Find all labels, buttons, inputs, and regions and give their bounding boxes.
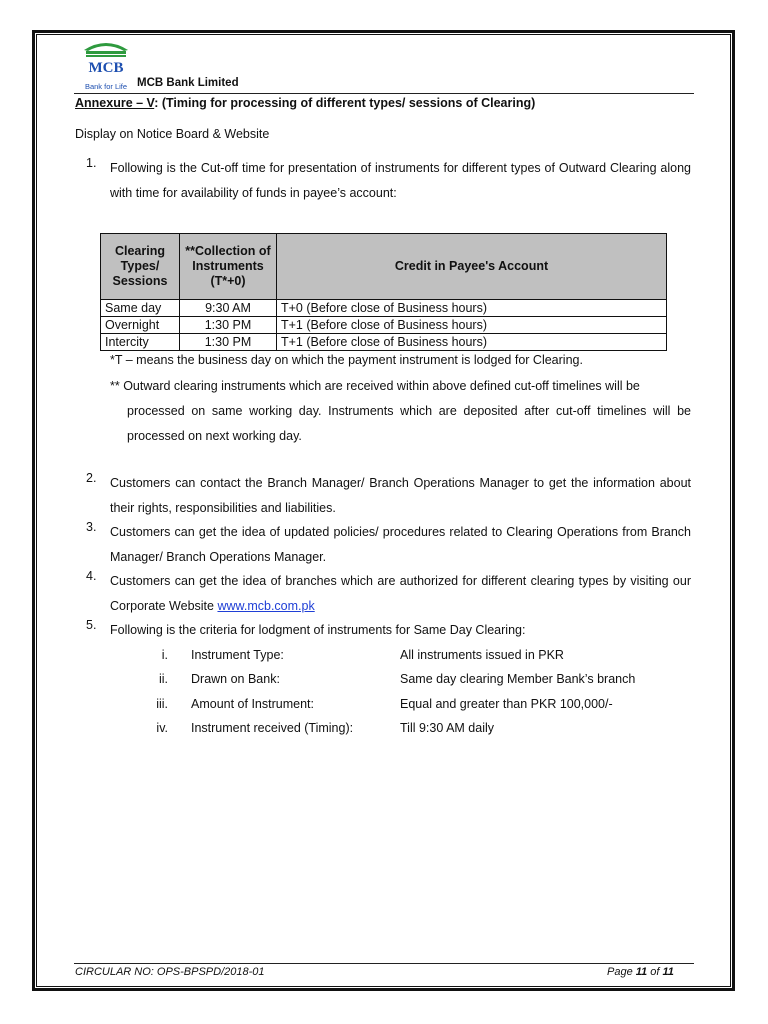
item-1-number: 1. [86, 156, 97, 170]
page-total: 11 [662, 966, 674, 978]
table-header-cell: Clearing Types/ Sessions [101, 234, 180, 300]
page-of: of [647, 966, 663, 978]
table-cell: Overnight [101, 317, 180, 334]
item-5-text: Following is the criteria for lodgment of instruments for Same Day Clearing: [110, 623, 526, 637]
criteria-numeral: iv. [156, 721, 168, 735]
item-4-text: Customers can get the idea of branches which are authorized for different clearing types by visiting our Corporate Website [110, 574, 691, 613]
item-3-text: Customers can get the idea of updated policies/ procedures related to Clearing Operations from Branch Manager/ Branch Operations Manager. [110, 525, 691, 564]
item-3-number: 3. [86, 520, 97, 534]
table-cell: Same day [101, 300, 180, 317]
table-row [101, 334, 667, 351]
footnote-cutoff [110, 374, 691, 449]
criteria-value: All instruments issued in PKR [400, 648, 564, 662]
table-cell: T+1 (Before close of Business hours) [277, 317, 667, 334]
table-header-cell: **Collection of Instruments (T*+0) [180, 234, 277, 300]
notice-line: Display on Notice Board & Website [75, 127, 270, 141]
clearing-timing-table [100, 233, 667, 351]
item-4-number: 4. [86, 569, 97, 583]
item-1-text: Following is the Cut-off time for presentation of instruments for different types of Outward Clearing along with time for availability of funds in payee’s account: [110, 161, 691, 200]
page-number [607, 966, 674, 978]
table-row [101, 300, 667, 317]
footnote-t-definition: *T – means the business day on which the payment instrument is lodged for Clearing. [110, 353, 583, 367]
corporate-website-link[interactable]: www.mcb.com.pk [217, 598, 315, 613]
footnote-cutoff-rest: processed on same working day. Instruments which are deposited after cut-off timelines will be processed on next working day. [127, 404, 691, 443]
item-5-number: 5. [86, 618, 97, 632]
company-name: MCB Bank Limited [137, 77, 239, 89]
svg-text:MCB: MCB [88, 60, 124, 76]
footer-divider [74, 963, 694, 964]
annexure-title-text: : (Timing for processing of different types/ sessions of Clearing) [154, 96, 536, 110]
mcb-logo [80, 36, 132, 92]
header-divider [74, 93, 694, 94]
table-cell: Intercity [101, 334, 180, 351]
criteria-numeral: iii. [156, 697, 168, 711]
page-prefix: Page [607, 966, 636, 978]
annexure-title [75, 96, 535, 110]
svg-text:Bank for Life: Bank for Life [84, 82, 128, 91]
circular-number: CIRCULAR NO: OPS-BPSPD/2018-01 [75, 966, 265, 978]
criteria-numeral: ii. [158, 672, 168, 686]
annexure-label: Annexure – V [75, 96, 155, 110]
item-2-text: Customers can contact the Branch Manager/ Branch Operations Manager to get the information about their rights, responsibilities and liabilities. [110, 476, 691, 515]
criteria-label: Instrument received (Timing): [191, 721, 354, 735]
page-current: 11 [635, 966, 648, 978]
table-cell: 1:30 PM [180, 334, 277, 351]
criteria-value: Equal and greater than PKR 100,000/- [400, 697, 613, 711]
criteria-value: Same day clearing Member Bank’s branch [400, 672, 636, 686]
footnote-cutoff-line1: ** Outward clearing instruments which are received within above defined cut-off timelines will be [110, 379, 640, 393]
criteria-label: Amount of Instrument: [191, 697, 314, 711]
item-2-number: 2. [86, 471, 97, 485]
criteria-numeral: i. [161, 648, 168, 662]
table-cell: T+0 (Before close of Business hours) [277, 300, 667, 317]
table-cell: 9:30 AM [180, 300, 277, 317]
table-header-cell: Credit in Payee's Account [277, 234, 667, 300]
table-row [101, 317, 667, 334]
criteria-value: Till 9:30 AM daily [400, 721, 495, 735]
criteria-label: Instrument Type: [191, 648, 284, 662]
table-cell: 1:30 PM [180, 317, 277, 334]
item-4-paragraph [110, 569, 691, 618]
criteria-label: Drawn on Bank: [191, 672, 280, 686]
table-cell: T+1 (Before close of Business hours) [277, 334, 667, 351]
